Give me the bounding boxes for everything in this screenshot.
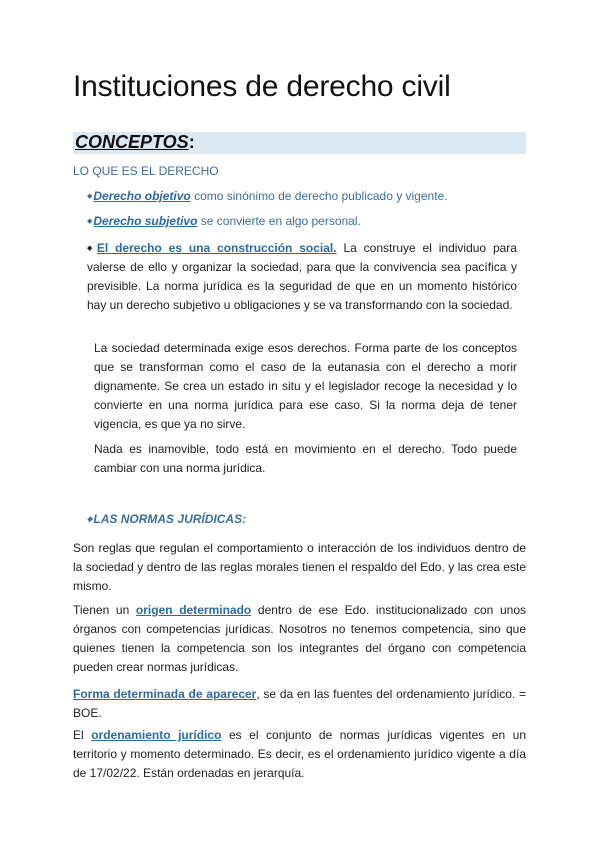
bullet-derecho-subjetivo <box>87 212 527 231</box>
page-title: Instituciones de derecho civil <box>73 70 451 103</box>
concepts-heading <box>75 132 195 153</box>
diamond-bullet-icon: ◆ <box>87 193 93 200</box>
link-construccion-social[interactable]: El derecho es una construcción social. <box>96 241 337 255</box>
link-forma-determinada[interactable]: Forma determinada de aparecer <box>73 687 257 701</box>
bullet-text: como sinónimo de derecho publicado y vigente. <box>190 189 448 203</box>
bullet-derecho-objetivo <box>87 187 527 206</box>
link-derecho-objetivo[interactable]: Derecho objetivo <box>93 189 191 203</box>
bullet-construccion-social <box>87 239 517 315</box>
text-pre: Tienen un <box>73 603 136 617</box>
diamond-bullet-icon: ◆ <box>87 245 96 252</box>
bullet-text: se convierte en algo personal. <box>197 214 361 228</box>
bullet-text: La construye el individuo para valerse de ello y organizar la sociedad, para que la convivencia sea pacífica y previsible. La norma jurídica es la seguridad de que en un momento histórico hay un derecho subjetivo u obligaciones y se va transformando con la sociedad. <box>87 241 517 312</box>
text-post: es el conjunto de normas jurídicas vigentes en un territorio y momento determinado. Es decir, es el ordenamiento jurídico vigente a día de 17/02/22. Están ordenadas en jerarquía. <box>73 728 526 780</box>
diamond-bullet-icon: ◆ <box>87 218 93 225</box>
paragraph-forma <box>73 685 526 723</box>
link-derecho-subjetivo[interactable]: Derecho subjetivo <box>93 214 198 228</box>
link-origen-determinado[interactable]: origen determinado <box>135 603 252 617</box>
paragraph-ordenamiento <box>73 726 526 783</box>
paragraph-reglas: Son reglas que regulan el comportamiento o interacción de los individuos dentro de la sociedad y dentro de las reglas morales tienen el respaldo del Edo. y las crea este mismo. <box>73 541 526 593</box>
text-post: , se da en las fuentes del ordenamiento jurídico. = BOE. <box>73 687 526 720</box>
normas-heading-label: LAS NORMAS JURÍDICAS: <box>93 512 247 526</box>
text-pre: El <box>73 728 92 742</box>
paragraph-sociedad: La sociedad determinada exige esos derechos. Forma parte de los conceptos que se transforman como el caso de la eutanasia con el derecho a morir dignamente. Se crea un estado in situ y el legislador recoge la necesidad y lo convierte en una norma jurídica para ese caso. Si la norma deja de tener vigencia, es que ya no sirve. <box>94 341 517 431</box>
section-heading: LO QUE ES EL DERECHO <box>73 164 219 178</box>
paragraph-inamovible: Nada es inamovible, todo está en movimiento en el derecho. Todo puede cambiar con una norma jurídica. <box>94 442 517 475</box>
concepts-colon: : <box>188 132 195 152</box>
normas-heading <box>87 512 246 526</box>
link-ordenamiento-juridico[interactable]: ordenamiento jurídico <box>91 728 222 742</box>
paragraph-origen <box>73 601 526 677</box>
diamond-bullet-icon: ◆ <box>87 516 93 523</box>
text-post: dentro de ese Edo. institucionalizado con unos órganos con competencias jurídicas. Nosotros no tenemos competencia, sino que quienes tienen la competencia son los integrantes del órgano con competencia pueden crear normas jurídicas. <box>73 603 526 674</box>
concepts-label: CONCEPTOS <box>75 132 189 152</box>
